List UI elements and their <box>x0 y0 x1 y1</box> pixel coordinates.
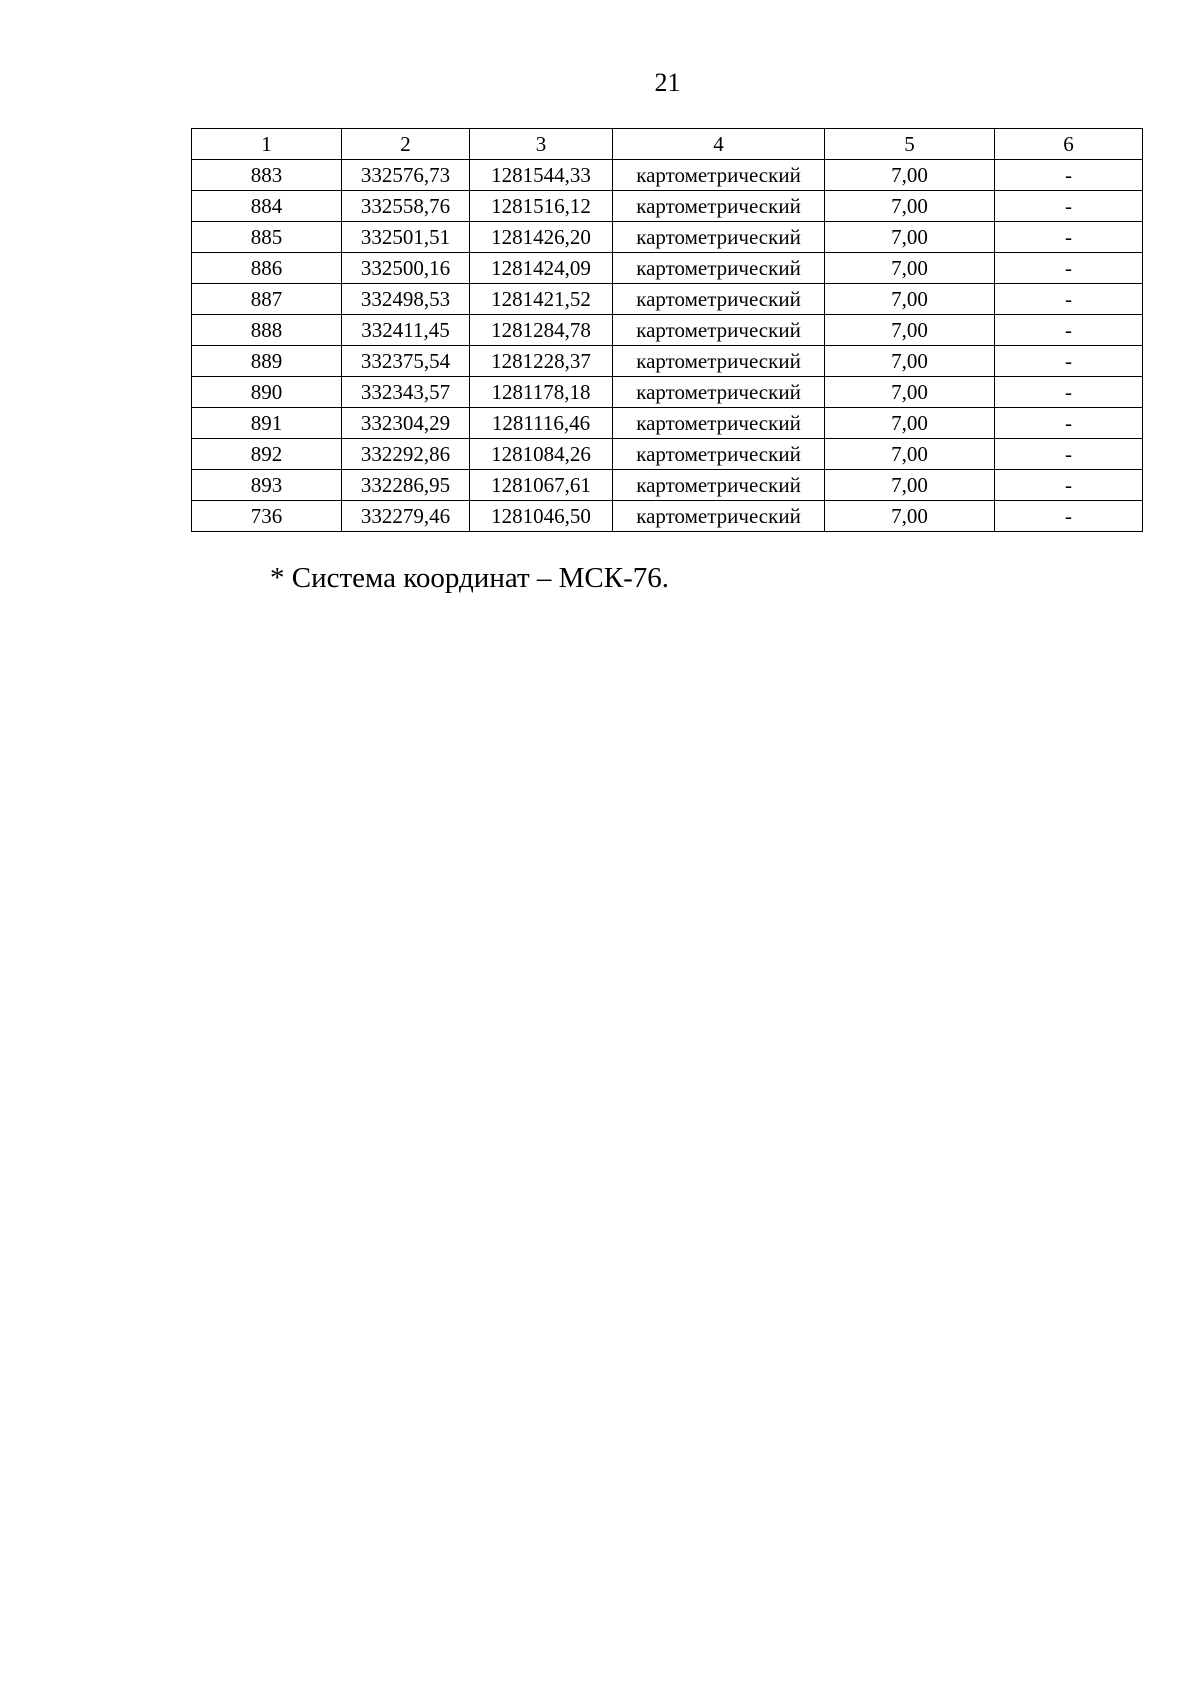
table-cell: 332286,95 <box>342 470 470 501</box>
table-cell: картометрический <box>613 253 825 284</box>
table-cell: 886 <box>192 253 342 284</box>
table-cell: - <box>995 377 1143 408</box>
table-cell: 891 <box>192 408 342 439</box>
table-cell: 889 <box>192 346 342 377</box>
table-cell: картометрический <box>613 501 825 532</box>
table-cell: - <box>995 191 1143 222</box>
table-cell: - <box>995 346 1143 377</box>
table-cell: - <box>995 501 1143 532</box>
table-cell: - <box>995 284 1143 315</box>
table-cell: картометрический <box>613 160 825 191</box>
table-row <box>192 501 1143 532</box>
table-cell: 1281084,26 <box>470 439 613 470</box>
table-cell: 7,00 <box>825 439 995 470</box>
table-cell: 888 <box>192 315 342 346</box>
table-row <box>192 160 1143 191</box>
table-cell: 884 <box>192 191 342 222</box>
table-cell: 332343,57 <box>342 377 470 408</box>
table-cell: 736 <box>192 501 342 532</box>
table-cell: 883 <box>192 160 342 191</box>
table-cell: 1281426,20 <box>470 222 613 253</box>
table-cell: картометрический <box>613 284 825 315</box>
table-cell: 332279,46 <box>342 501 470 532</box>
table-cell: картометрический <box>613 439 825 470</box>
table-cell: - <box>995 470 1143 501</box>
table-cell: 332411,45 <box>342 315 470 346</box>
table-cell: 1281116,46 <box>470 408 613 439</box>
coordinates-table <box>191 128 1143 532</box>
table-cell: 7,00 <box>825 501 995 532</box>
table-cell: 1281544,33 <box>470 160 613 191</box>
table-cell: 7,00 <box>825 377 995 408</box>
table-cell: - <box>995 439 1143 470</box>
table-body <box>192 160 1143 532</box>
table-cell: 1281516,12 <box>470 191 613 222</box>
table-cell: 7,00 <box>825 253 995 284</box>
table-header-row <box>192 129 1143 160</box>
table-cell: 7,00 <box>825 160 995 191</box>
table-cell: 1281228,37 <box>470 346 613 377</box>
table-cell: 887 <box>192 284 342 315</box>
table-cell: 332500,16 <box>342 253 470 284</box>
table-cell: - <box>995 160 1143 191</box>
table-cell: - <box>995 222 1143 253</box>
table-cell: 332558,76 <box>342 191 470 222</box>
table-cell: 7,00 <box>825 470 995 501</box>
table-cell: 332304,29 <box>342 408 470 439</box>
table-cell: 332375,54 <box>342 346 470 377</box>
page-number: 21 <box>654 68 681 97</box>
column-header: 5 <box>825 129 995 160</box>
table-cell: 893 <box>192 470 342 501</box>
column-header: 4 <box>613 129 825 160</box>
table-cell: 7,00 <box>825 191 995 222</box>
table-cell: 7,00 <box>825 284 995 315</box>
table-cell: картометрический <box>613 191 825 222</box>
table-cell: 892 <box>192 439 342 470</box>
table-cell: 890 <box>192 377 342 408</box>
table-row <box>192 377 1143 408</box>
table-row <box>192 470 1143 501</box>
table-cell: 1281178,18 <box>470 377 613 408</box>
table-cell: 1281424,09 <box>470 253 613 284</box>
table-cell: 885 <box>192 222 342 253</box>
table-row <box>192 408 1143 439</box>
table-row <box>192 315 1143 346</box>
table-row <box>192 222 1143 253</box>
table-cell: 7,00 <box>825 315 995 346</box>
table-cell: картометрический <box>613 222 825 253</box>
table-cell: 1281067,61 <box>470 470 613 501</box>
column-header: 3 <box>470 129 613 160</box>
table-cell: картометрический <box>613 377 825 408</box>
table-cell: - <box>995 253 1143 284</box>
table-cell: 7,00 <box>825 222 995 253</box>
table-cell: - <box>995 408 1143 439</box>
column-header: 2 <box>342 129 470 160</box>
table-cell: 332576,73 <box>342 160 470 191</box>
table-cell: картометрический <box>613 408 825 439</box>
table-cell: 332498,53 <box>342 284 470 315</box>
table-cell: 7,00 <box>825 408 995 439</box>
table-cell: - <box>995 315 1143 346</box>
table-cell: 332501,51 <box>342 222 470 253</box>
table-cell: картометрический <box>613 315 825 346</box>
table-cell: картометрический <box>613 346 825 377</box>
table-row <box>192 284 1143 315</box>
table-row <box>192 439 1143 470</box>
table-cell: 332292,86 <box>342 439 470 470</box>
footnote: * Система координат – МСК-76. <box>270 562 670 594</box>
column-header: 1 <box>192 129 342 160</box>
table-cell: картометрический <box>613 470 825 501</box>
column-header: 6 <box>995 129 1143 160</box>
table-row <box>192 191 1143 222</box>
table-cell: 1281284,78 <box>470 315 613 346</box>
table-cell: 7,00 <box>825 346 995 377</box>
table-cell: 1281046,50 <box>470 501 613 532</box>
table-cell: 1281421,52 <box>470 284 613 315</box>
table-row <box>192 253 1143 284</box>
table-row <box>192 346 1143 377</box>
